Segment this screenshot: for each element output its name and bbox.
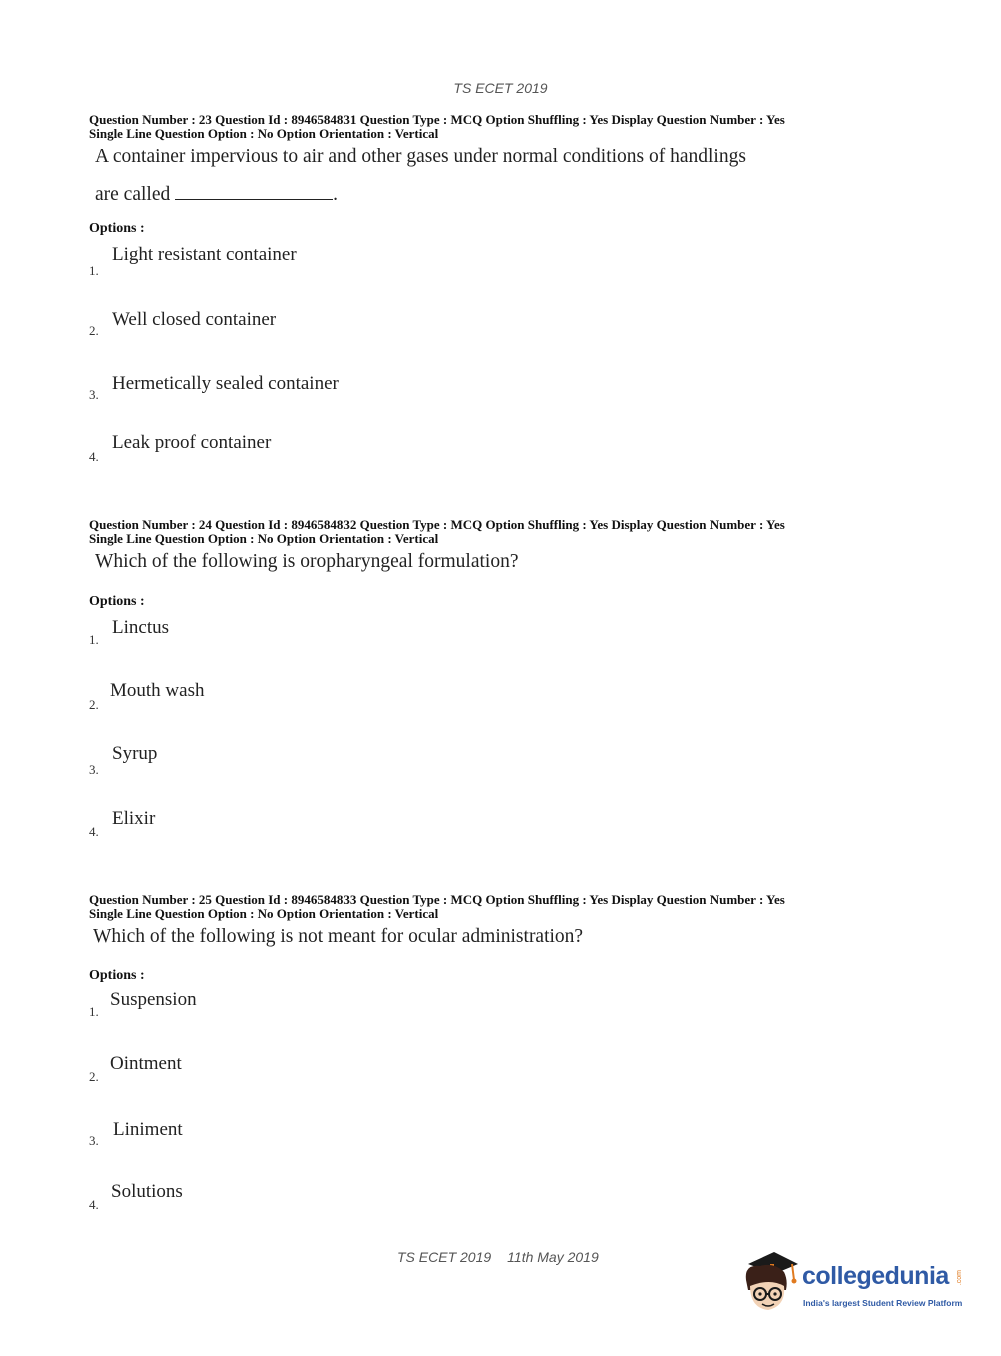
question-text xyxy=(95,145,909,169)
option-text: Solutions xyxy=(111,1181,183,1202)
question-text-line1: Which of the following is not meant for ocular administration? xyxy=(93,926,584,947)
option-text: Well closed container xyxy=(112,309,277,330)
question-text-line2: are called xyxy=(95,184,171,205)
option-2 xyxy=(89,1053,589,1093)
question-meta-line2: Single Line Question Option : No Option Orientation : Vertical xyxy=(89,906,439,921)
logo-dotcom: .com xyxy=(956,1270,963,1286)
option-text: Syrup xyxy=(112,743,158,764)
option-text: Light resistant container xyxy=(112,244,297,265)
option-1 xyxy=(89,989,589,1029)
collegedunia-logo xyxy=(740,1250,970,1320)
logo-tagline: India's largest Student Review Platform xyxy=(803,1298,963,1308)
option-2 xyxy=(89,680,589,720)
option-number: 4. xyxy=(89,824,99,839)
option-4 xyxy=(89,1181,589,1221)
option-text: Hermetically sealed container xyxy=(112,373,339,394)
option-number: 3. xyxy=(89,1133,99,1148)
options-label: Options : xyxy=(89,968,145,983)
logo-brand-text: collegedunia xyxy=(802,1262,949,1290)
question-text xyxy=(95,550,909,574)
option-number: 3. xyxy=(89,387,99,402)
question-23 xyxy=(89,112,909,464)
option-3 xyxy=(89,1119,589,1159)
option-text: Elixir xyxy=(112,808,156,829)
question-meta-line1: Question Number : 23 Question Id : 8946584831 Question Type : MCQ Option Shuffling : Yes Display Question Number : Yes xyxy=(89,112,785,127)
option-text: Suspension xyxy=(110,989,197,1010)
footer-exam: TS ECET 2019 xyxy=(397,1249,492,1265)
option-text: Mouth wash xyxy=(110,680,205,701)
option-3 xyxy=(89,373,589,413)
question-25 xyxy=(89,892,909,1212)
option-number: 4. xyxy=(89,449,99,464)
option-4 xyxy=(89,432,589,472)
option-number: 1. xyxy=(89,263,99,278)
option-number: 4. xyxy=(89,1197,99,1212)
option-text: Ointment xyxy=(110,1053,182,1074)
page-header: TS ECET 2019 xyxy=(453,80,548,96)
question-text-line1: A container impervious to air and other gases under normal conditions of handlings xyxy=(95,146,746,167)
fill-in-blank xyxy=(175,181,333,200)
option-text: Leak proof container xyxy=(112,432,272,453)
question-meta-line1: Question Number : 24 Question Id : 8946584832 Question Type : MCQ Option Shuffling : Yes Display Question Number : Yes xyxy=(89,517,785,532)
option-text: Liniment xyxy=(113,1119,183,1140)
page-footer xyxy=(397,1249,615,1265)
option-3 xyxy=(89,743,589,783)
question-meta-line2: Single Line Question Option : No Option Orientation : Vertical xyxy=(89,531,439,546)
question-text-suffix: . xyxy=(333,184,338,205)
mascot-graduate-icon xyxy=(740,1250,800,1318)
question-meta-line2: Single Line Question Option : No Option Orientation : Vertical xyxy=(89,126,439,141)
question-text-line1: Which of the following is oropharyngeal formulation? xyxy=(95,551,519,572)
option-number: 1. xyxy=(89,632,99,647)
question-text xyxy=(93,925,909,949)
option-1 xyxy=(89,244,589,284)
option-2 xyxy=(89,309,589,349)
options-label: Options : xyxy=(89,221,145,236)
footer-date: 11th May 2019 xyxy=(507,1249,599,1265)
option-number: 2. xyxy=(89,1069,99,1084)
option-number: 1. xyxy=(89,1004,99,1019)
option-number: 2. xyxy=(89,323,99,338)
option-1 xyxy=(89,617,589,657)
options-label: Options : xyxy=(89,594,145,609)
question-meta-line1: Question Number : 25 Question Id : 8946584833 Question Type : MCQ Option Shuffling : Yes Display Question Number : Yes xyxy=(89,892,785,907)
option-number: 3. xyxy=(89,762,99,777)
option-text: Linctus xyxy=(112,617,169,638)
question-24 xyxy=(89,517,909,839)
option-4 xyxy=(89,808,589,848)
option-number: 2. xyxy=(89,697,99,712)
question-text-second xyxy=(95,181,909,207)
